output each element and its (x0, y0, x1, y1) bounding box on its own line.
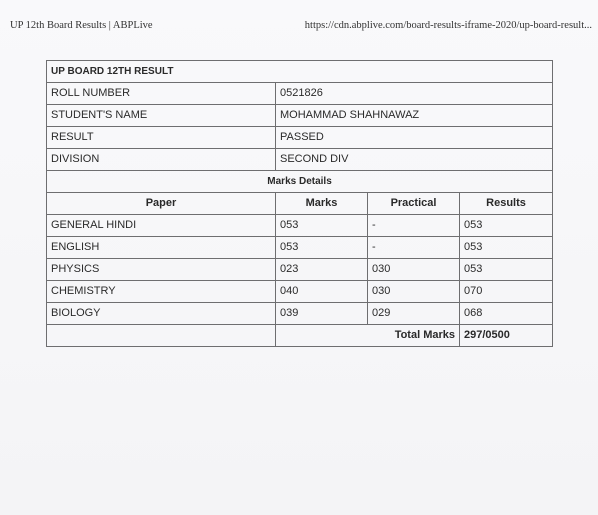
print-header (10, 20, 592, 36)
marks-heading: Marks Details (47, 171, 553, 193)
info-label: DIVISION (47, 149, 276, 171)
table-row (47, 259, 553, 281)
subject-practical: - (368, 237, 460, 259)
column-header-practical: Practical (368, 193, 460, 215)
page-title: UP 12th Board Results | ABPLive (10, 20, 153, 31)
subject-marks: 053 (276, 237, 368, 259)
subject-result: 068 (460, 303, 553, 325)
total-empty-cell (47, 325, 276, 347)
total-row (47, 325, 553, 347)
result-heading: UP BOARD 12TH RESULT (47, 61, 553, 83)
info-row-student-name (47, 105, 553, 127)
info-label: ROLL NUMBER (47, 83, 276, 105)
subject-marks: 039 (276, 303, 368, 325)
table-row (47, 215, 553, 237)
table-row (47, 303, 553, 325)
subject-result: 053 (460, 237, 553, 259)
marks-heading-row (47, 171, 553, 193)
table-row (47, 281, 553, 303)
marks-header-row (47, 193, 553, 215)
info-value: 0521826 (276, 83, 553, 105)
info-value: MOHAMMAD SHAHNAWAZ (276, 105, 553, 127)
subject-paper: PHYSICS (47, 259, 276, 281)
info-label: STUDENT'S NAME (47, 105, 276, 127)
subject-paper: BIOLOGY (47, 303, 276, 325)
total-marks-label: Total Marks (276, 325, 460, 347)
subject-marks: 053 (276, 215, 368, 237)
subject-paper: CHEMISTRY (47, 281, 276, 303)
subject-practical: 029 (368, 303, 460, 325)
subject-practical: 030 (368, 281, 460, 303)
info-row-roll-number (47, 83, 553, 105)
column-header-results: Results (460, 193, 553, 215)
subject-paper: GENERAL HINDI (47, 215, 276, 237)
subject-practical: - (368, 215, 460, 237)
result-table (46, 60, 553, 347)
subject-result: 053 (460, 215, 553, 237)
info-value: SECOND DIV (276, 149, 553, 171)
info-value: PASSED (276, 127, 553, 149)
info-row-division (47, 149, 553, 171)
column-header-marks: Marks (276, 193, 368, 215)
total-marks-value: 297/0500 (460, 325, 553, 347)
subject-paper: ENGLISH (47, 237, 276, 259)
subject-marks: 023 (276, 259, 368, 281)
subject-result: 053 (460, 259, 553, 281)
info-label: RESULT (47, 127, 276, 149)
page-url: https://cdn.abplive.com/board-results-iframe-2020/up-board-result... (304, 20, 592, 31)
result-heading-row (47, 61, 553, 83)
subject-result: 070 (460, 281, 553, 303)
table-row (47, 237, 553, 259)
subject-marks: 040 (276, 281, 368, 303)
column-header-paper: Paper (47, 193, 276, 215)
subject-practical: 030 (368, 259, 460, 281)
info-row-result (47, 127, 553, 149)
